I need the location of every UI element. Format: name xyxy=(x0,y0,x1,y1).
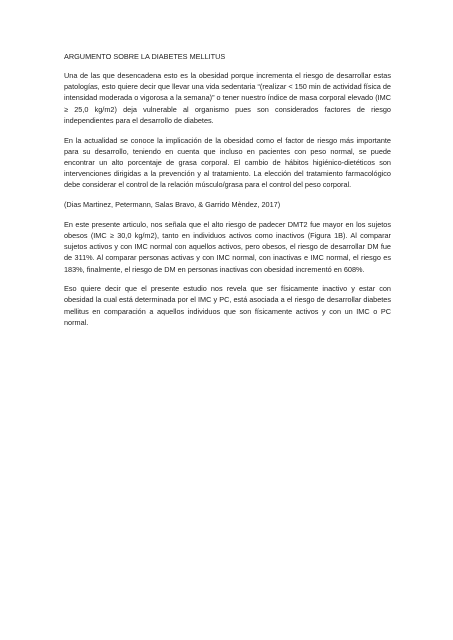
document-body xyxy=(64,51,391,337)
paragraph-conclusion: Eso quiere decir que el presente estudio nos revela que ser físicamente inactivo y estar con obesidad la cual está determinada por el IMC y PC, está asociada a el riesgo de desarrollar diabetes mellitus en comparación a aquellos individuos que son físicamente activos y con un IMC o PC normal. xyxy=(64,284,391,327)
paragraph-obesity-risk: Una de las que desencadena esto es la obesidad porque incrementa el riesgo de desarrollar estas patologías, esto quiere decir que llevar una vida sedentaria “(realizar < 150 min de actividad física de intensidad moderada o vigorosa a la semana)” o tener nuestro índice de masa corporal elevado (IMC ≥ 25,0 kg/m2) deja vulnerable al organismo pues son considerados factores de riesgo independientes para el desarrollo de diabetes. xyxy=(64,71,391,125)
citation: (Dias Martinez, Petermann, Salas Bravo, & Garrido Mèndez, 2017) xyxy=(64,200,281,210)
document-title: ARGUMENTO SOBRE LA DIABETES MELLITUS xyxy=(64,52,226,61)
paragraph-current-knowledge: En la actualidad se conoce la implicación de la obesidad como el factor de riesgo más importante para su desarrollo, teniendo en cuenta que incluso en pacientes con peso normal, se puede encontrar un alto porcentaje de grasa corporal. El cambio de hábitos higiénico-dietéticos son intervenciones dirigidas a la prevención y al tratamiento. La elección del tratamiento farmacológico debe considerar el control de la relación músculo/grasa para el control del peso corporal. xyxy=(64,135,391,190)
paragraph-article-findings: En este presente articulo, nos señala que el alto riesgo de padecer DMT2 fue mayor en los sujetos obesos (IMC ≥ 30,0 kg/m2), tanto en individuos activos como inactivos (Figura 1B). Al comparar sujetos activos y con IMC normal con aquellos activos, pero obesos, el riesgo de desarrollar DM fue de 311%. Al comparar personas activas y con IMC normal, con inactivas e IMC normal, el riesgo es 183%, finalmente, el riesgo de DM en personas inactivas con obesidad incrementó en 608%. xyxy=(64,219,391,274)
